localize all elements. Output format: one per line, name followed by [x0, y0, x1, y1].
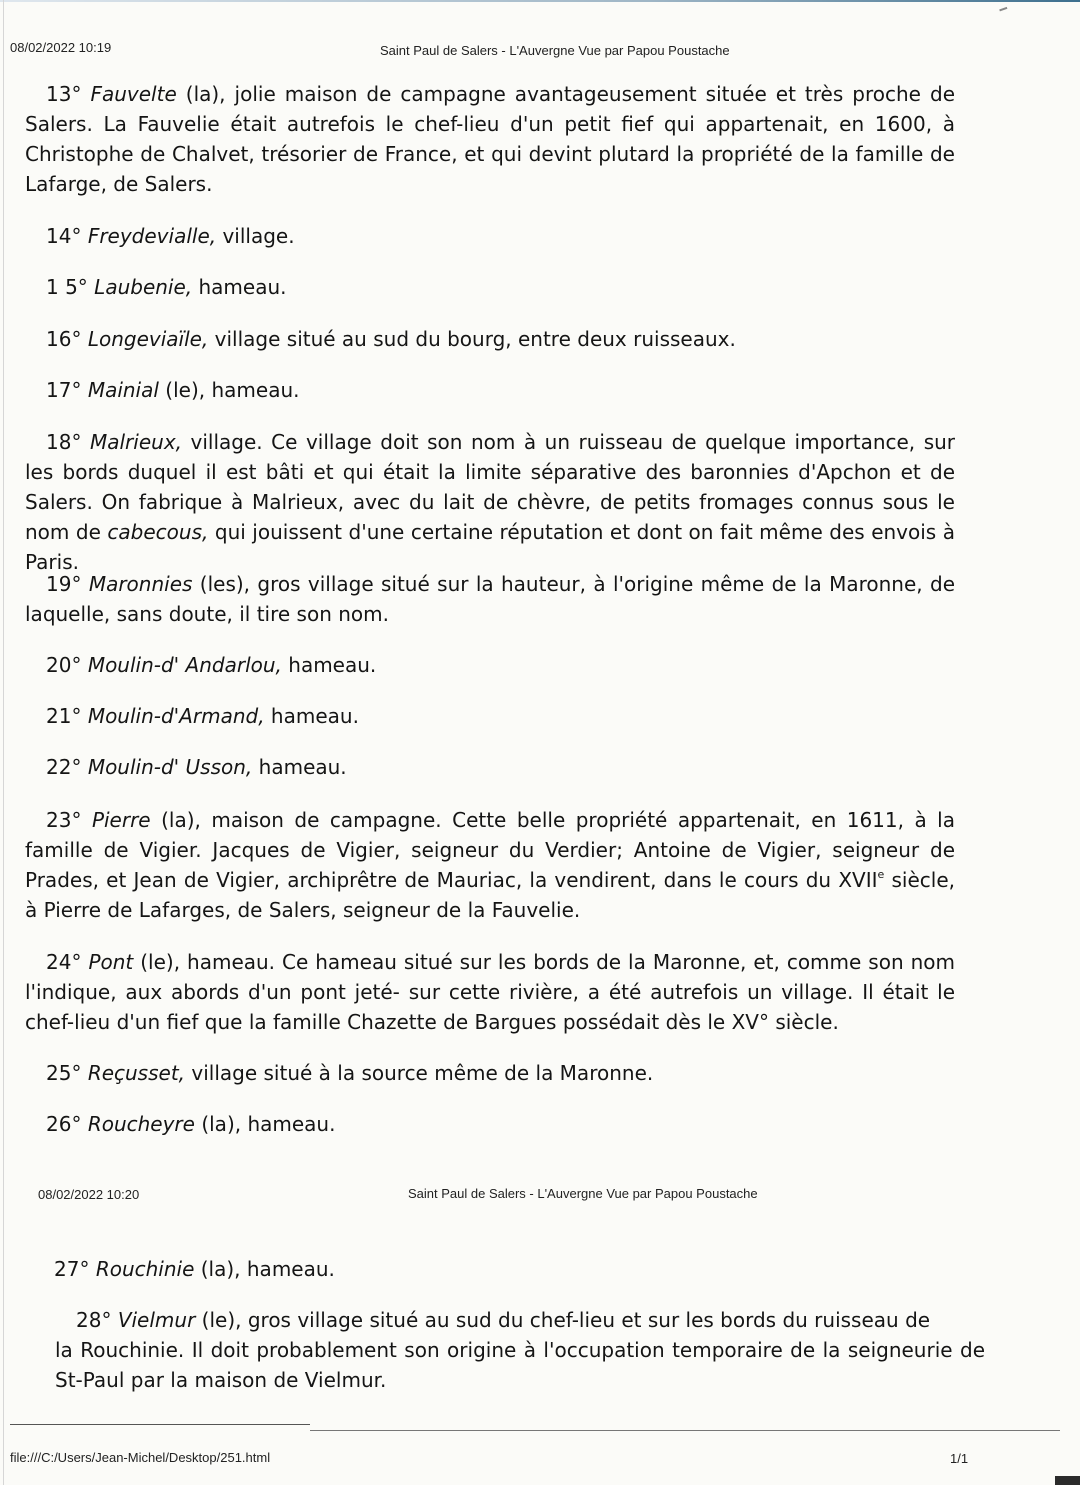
entry-15	[46, 272, 287, 302]
entry-name: Freydevialle,	[87, 224, 217, 248]
entry-14	[46, 221, 295, 251]
entry-text: (la), hameau.	[194, 1257, 335, 1281]
entry-name: Reçusset,	[87, 1061, 186, 1085]
entry-text: (le), hameau.	[158, 378, 300, 402]
entry-name: Pont	[88, 950, 134, 974]
entry-23	[25, 805, 955, 925]
entry-number: 25°	[46, 1061, 82, 1085]
entry-21	[46, 701, 359, 731]
entry-term: cabecous,	[107, 520, 209, 544]
entry-text: siècle, à Pierre de Lafarges, de Salers, seigneur de la Fauvelie.	[25, 868, 955, 922]
entry-name: Rouchinie	[95, 1257, 195, 1281]
entry-text: la Rouchinie. Il doit probablement son origine à l'occupation temporaire de la seigneurie de St-Paul par la maison de Vielmur.	[55, 1338, 985, 1392]
entry-18	[25, 427, 955, 577]
entry-name: Pierre	[91, 808, 151, 832]
entry-number: 23°	[46, 808, 82, 832]
scan-top-edge	[0, 0, 1080, 2]
entry-text: (le), hameau. Ce hameau situé sur les bords de la Maronne, et, comme son nom l'indique, aux abords d'un pont jeté- sur cette rivière, a été autrefois un village. Il était le chef-lieu d'un fief que la famille Chazette de Bargues possédait dès le XV° siècle.	[25, 950, 955, 1034]
entry-name: Longeviaïle,	[87, 327, 209, 351]
entry-number: 27°	[54, 1257, 90, 1281]
print-title: Saint Paul de Salers - L'Auvergne Vue par Papou Poustache	[380, 43, 730, 58]
entry-number: 20°	[46, 653, 82, 677]
scan-mark	[999, 7, 1009, 15]
entry-name: Malrieux,	[89, 430, 183, 454]
entry-text: hameau.	[192, 275, 287, 299]
entry-20	[46, 650, 376, 680]
entry-22	[46, 752, 347, 782]
scan-corner-mark	[1055, 1476, 1080, 1485]
entry-number: 24°	[46, 950, 82, 974]
superscript: e	[877, 868, 885, 882]
entry-number: 14°	[46, 224, 82, 248]
entry-number: 21°	[46, 704, 82, 728]
entry-name: Mainial	[87, 378, 159, 402]
entry-28-continued	[55, 1335, 985, 1395]
entry-13	[25, 79, 955, 199]
entry-17	[46, 375, 299, 405]
entry-26	[46, 1109, 335, 1139]
entry-text: hameau.	[264, 704, 359, 728]
print-datetime: 08/02/2022 10:20	[38, 1187, 140, 1202]
entry-text: village situé au sud du bourg, entre deux ruisseaux.	[208, 327, 736, 351]
print-title: Saint Paul de Salers - L'Auvergne Vue par Papou Poustache	[408, 1186, 758, 1201]
entry-19	[25, 569, 955, 629]
entry-name: Vielmur	[117, 1308, 196, 1332]
entry-name: Fauvelte	[90, 82, 177, 106]
entry-name: Moulin-d' Andarlou,	[87, 653, 282, 677]
entry-28	[76, 1305, 930, 1335]
scan-left-edge	[3, 0, 4, 1485]
entry-name: Moulin-d'Armand,	[87, 704, 265, 728]
entry-name: Roucheyre	[87, 1112, 195, 1136]
entry-text: (le), gros village situé au sud du chef-lieu et sur les bords du ruisseau de	[195, 1308, 931, 1332]
entry-text: hameau.	[281, 653, 377, 677]
entry-number: 19°	[46, 572, 82, 596]
entry-text: village. Ce village doit son nom à un ruisseau de quelque importance, sur les bords duquel il est bâti et qui était la limite séparative des baronnies d'Apchon et de Salers. On fabrique à Malrieux, avec du lait de chèvre, de petits fromages connus sous le nom de	[25, 430, 956, 544]
print-file-path: file:///C:/Users/Jean-Michel/Desktop/251.html	[10, 1450, 271, 1465]
entry-text: (la), maison de campagne. Cette belle propriété appartenait, en 1611, à la famille de Vigier. Jacques de Vigier, seigneur du Verdier; Antoine de Vigier, seigneur de Prades, et Jean de Vigier, archiprêtre de Mauriac, la vendirent, dans le cours du XVII	[25, 808, 955, 892]
entry-text: village.	[216, 224, 295, 248]
entry-number: 26°	[46, 1112, 82, 1136]
entry-25	[46, 1058, 653, 1088]
entry-name: Moulin-d' Usson,	[87, 755, 253, 779]
entry-text: (les), gros village situé sur la hauteur, à l'origine même de la Maronne, de laquelle, sans doute, il tire son nom.	[25, 572, 955, 626]
entry-number: 28°	[76, 1308, 112, 1332]
entry-number: 13°	[46, 82, 82, 106]
entry-text: village situé à la source même de la Maronne.	[185, 1061, 654, 1085]
entry-number: 18°	[46, 430, 82, 454]
entry-number: 1 5°	[46, 275, 88, 299]
entry-text: (la), jolie maison de campagne avantageusement située et très proche de Salers. La Fauvelie était autrefois le chef-lieu d'un petit fief qui appartenait, en 1600, à Christophe de Chalvet, trésorier de France, et qui devint plutard la propriété de la famille de Lafarge, de Salers.	[25, 82, 955, 196]
entry-number: 17°	[46, 378, 82, 402]
entry-name: Laubenie,	[94, 275, 193, 299]
entry-number: 22°	[46, 755, 82, 779]
page-rule	[310, 1430, 1060, 1431]
print-datetime: 08/02/2022 10:19	[10, 40, 112, 55]
entry-27	[54, 1254, 335, 1284]
entry-16	[46, 324, 736, 354]
entry-text: (la), hameau.	[194, 1112, 336, 1136]
entry-24	[25, 947, 955, 1037]
print-page-number: 1/1	[950, 1451, 969, 1466]
page-rule	[10, 1424, 310, 1425]
entry-text: qui jouissent d'une certaine réputation et dont on fait même des envois à Paris.	[25, 520, 955, 574]
entry-name: Maronnies	[88, 572, 193, 596]
entry-number: 16°	[46, 327, 82, 351]
entry-text: hameau.	[252, 755, 347, 779]
